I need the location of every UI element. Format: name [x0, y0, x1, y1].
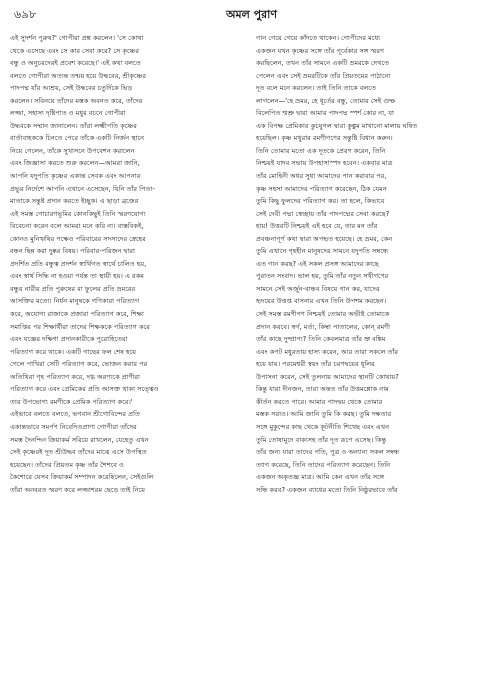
text-line: পেলেন এবং সেই ভ্রমরটিকে তাঁর প্রিয়তমের পাঠানো	[256, 71, 391, 80]
text-line: হয়ে যায়। পরমেশ্বরী স্বয়ং তাঁর চরণদ্বয়ের ধূলির	[256, 360, 375, 369]
text-line: বন্ধুর নারীর প্রতি পুরুষের বা ফুলের প্রতি ভ্রমরের	[10, 284, 136, 293]
text-line: সেই কৃষ্ণেরই দূত শ্রীউদ্ধব তাঁদের মাঝে এসে উপস্থিত	[10, 448, 147, 457]
text-line: প্রদর্শিত প্রতি বন্ধুত্ব প্রদর্শন স্বার্থিগত স্বার্থে চালিত হয়,	[10, 259, 147, 268]
text-line: উদ্ধবকে সম্মান জানালেন। তাঁরা লক্ষ্মীপতি কৃষ্ণের	[10, 121, 137, 130]
text-line: তুমি কিছু ফুলদের পরিত্যাগ কর। তা হলে, কিভাবে	[256, 197, 385, 206]
text-line: পুরাতন সংবাদ। ভাল হয়, তুমি তাঁর নতুন সখীগণের	[256, 272, 389, 281]
text-line: এবং যজ্ঞের দক্ষিণা প্রদানকারীকে পুরোহিতেরা	[10, 335, 128, 344]
text-line: একান্তভাবে সমর্পণ নিবেদিতপ্রাণা গোপীরা তাঁদের	[10, 422, 137, 431]
text-line: পরিত্যাগ করে থাকে। একটি গাছের ফল শেষ হয়ে	[10, 347, 137, 356]
text-line: বার্তাবাহককে চিনতে পেরে তাঁকে একটি নির্জন স্থানে	[10, 134, 145, 143]
text-line: বন্ধন ছিন্ন করা দুষ্কর বিষয়। পরিবার-পরিজন দ্বারা	[10, 247, 135, 256]
text-line: তাঁরা অনবরত স্মরণ করে লজ্জাশরম ছেড়ে তাই নিয়ে	[10, 485, 146, 494]
text-line: তাঁর জন্য যারা তাদের পতি, পুত্র ও অন্যান্য সকল সম্বন্ধ	[256, 448, 400, 457]
left-column	[10, 32, 246, 682]
text-line: তার উপভোগ্য রমণীকে প্রেমিক পরিত্যাগ করে।'	[10, 397, 133, 406]
text-line: কৃষ্ণ সহসা আমাদের পরিত্যাগ করেছেন, ঠিক যেমন	[256, 184, 387, 193]
text-line: বিবেচনা করেন বলে আমরা মনে করি না। বাস্তবিকই,	[10, 222, 144, 231]
text-line: থেকে এসেছে এবং সে কার সেবা করে? সে কৃষ্ণের	[10, 46, 140, 55]
text-line: করে, অযোগ্য রাজাকে প্রজারা পরিত্যাগ করে, শিক্ষা	[10, 310, 144, 319]
text-line: বলতে গোপীরা অত্যন্ত তন্ময় হয়ে উদ্ধবের, শ্রীকৃষ্ণের	[10, 71, 146, 80]
text-line: তুমি এখানে গৃহহীন মানুষদের সামনে যদুপতি সম্বন্ধে	[256, 247, 389, 256]
text-line: দূত বলে মনে করলেন। তাই তিনি তাকে বলতে	[256, 84, 376, 93]
text-line: করছিলেন, তখন তাঁর সামনে একটি ভ্রমরকে দেখতে	[256, 59, 390, 68]
right-column	[256, 32, 492, 682]
text-line: হৃদয়ের উত্তপ্ত বাসনার এখন তিনি উপশম করছেন।	[256, 297, 387, 306]
text-line: অতিথিরা গৃহ পরিত্যাগ করে, দগ্ধ অরণ্যকে প্রাণীরা	[10, 372, 140, 381]
text-line: সেই সমস্ত রমণীগণ নিশ্চয়ই তোমার অভীষ্ট তোমাকে	[256, 310, 390, 319]
text-line: নিশ্চয়ই যাদব সভায় উপহাসাস্পদ হবেন। একবার মাত্র	[256, 159, 393, 168]
text-line: এবং জিজ্ঞাসা করতে শুরু করলেন—আমরা জানি,	[10, 159, 140, 168]
text-line: উপাসনা করেন, সেই তুলনায় আমাদের স্থানটি কোথায়?	[256, 372, 399, 381]
text-line: সমস্ত দৈনন্দিন ক্রিয়াকর্ম সরিয়ে রাখলেন, যেহেতু এখন	[10, 435, 149, 444]
text-line: সন্ধি করব? একজন ব্যাধের মতো তিনি নিষ্ঠুরভাবে তাঁর	[256, 485, 398, 494]
text-line: এত গান করছ? এই সকল প্রসঙ্গ আমাদের কাছে	[256, 259, 379, 268]
text-line: গান গেয়ে গেয়ে কাঁদতে থাকেন। গোপীদের মধ্যে	[256, 34, 381, 42]
text-line: সমাপ্তির পর শিক্ষার্থীরা তাদের শিক্ষককে পরিত্যাগ করে	[10, 322, 150, 331]
text-line: হয়েছেন। তাঁদের প্রিয়তম কৃষ্ণ তাঁর শৈশবে ও	[10, 460, 124, 469]
text-line: হয়েছিল। কৃষ্ণ মথুরার রমণীগণের সন্তুষ্টি বিধান করুন।	[256, 134, 393, 143]
text-line: সামনে সেই অর্জুন-বান্ধব বিষয়ে গান কর, যাদের	[256, 284, 380, 293]
text-line: এই সমস্ত গোচারণভূমির কোনকিছুই তিনি স্মরণযোগ্য	[10, 209, 146, 218]
text-line: তাঁর মোহিনী অধর সুধা আমাদের পান করাবার পর,	[256, 172, 387, 181]
text-line: কিন্তু যারা দীনজন, তারা অন্তত তাঁর উত্তমশ্লোক নাম	[256, 385, 389, 394]
text-line: ত্যাগ করেছে, তিনি তাদের পরিত্যাগ করেছেন। তিনি	[256, 460, 391, 469]
text-line: লজ্জা, সহাস্য দৃষ্টিপাত ও মধুর বচনে গোপীরা	[10, 109, 126, 118]
text-line: কোনও মুনিঋষির পক্ষেও পরিবারের সদস্যদের স্নেহের	[10, 234, 146, 243]
text-line: হায়! উত্তরটি নিশ্চয়ই এই হবে যে, তার মন তাঁর	[256, 222, 378, 231]
text-line: আপনি যদুপতি কৃষ্ণের একান্ত সেবক এবং আপনার	[10, 172, 141, 181]
text-line: এক বিপক্ষ প্রেমিকার কুচযুগল দ্বারা কুঙ্কুম মাখানো মালায় ঘষিত	[256, 121, 418, 130]
text-line: বন্ধু ও অনুচরদেরই প্রবেশ করেছে।' এই কথা বলতে	[10, 59, 141, 68]
text-line: প্রবঞ্চনাপূর্ণ কথা দ্বারা অপহৃত হয়েছে। হে ভ্রমর, কেন	[256, 234, 393, 243]
text-line: এই সুদর্শন পুরুষ?' গোপীরা প্রশ্ন করলেন। 'সে কোথা	[10, 34, 144, 42]
text-line: এবং স্বার্থ সিদ্ধি না হওয়া পর্যন্ত তা স্থায়ী হয়। এ রকম	[10, 272, 144, 281]
text-line: আসক্তির মতো। নির্ধন মানুষকে গণিকারা পরিত্যাগ	[10, 297, 140, 306]
text-columns	[10, 32, 493, 682]
page-header	[10, 6, 493, 24]
page-number: ৬৯৮	[14, 8, 37, 21]
text-line: সঙ্গে মুকুন্দের কাছ থেকে কূটনীতি শিখেছ এবং এখন	[256, 422, 390, 431]
text-line: এবং কপট মধুরতায় হাস্য করেন, আর তারা সকলে তাঁর	[256, 347, 399, 356]
text-line: করলেন। সবিনয়ে তাঁদের মস্তক অবনত করে, তাঁদের	[10, 96, 143, 105]
text-line: মস্তক সরাও। আমি জানি তুমি কি করছ। তুমি দক্ষতার	[256, 410, 392, 419]
text-line: বিলেপিত শ্মশ্রু দ্বারা আমার পাদপদ্ম স্পর্শ কোর না, যা	[256, 109, 394, 118]
text-line: তাঁর কাছে দুষ্প্রাপ্য? তিনি কেবলমাত্র তাঁর ভ্রু বঙ্কিম	[256, 335, 386, 344]
text-line: গেলে পাখিরা সেটি পরিত্যাগ করে, ভোজন করার পর	[10, 360, 148, 369]
text-line: একজন অকৃতজ্ঞ মাত্র। আমি কেন এখন তাঁর সঙ্গে	[256, 473, 385, 482]
text-line: নিয়ে গেলেন, তাঁকে সুখাসনে উপবেশন করালেন	[10, 146, 135, 155]
text-line: লাগলেন—'হে ভ্রমর, হে ধূর্তের বন্ধু, তোমার সেই গুম্ফ	[256, 96, 396, 105]
text-line: এইভাবে বলতে বলতে, ভগবান শ্রীগোবিন্দের প্রতি	[10, 410, 140, 419]
text-line: তিনি তোমার মতো এক দূতকে প্রেরণ করেন, তিনি	[256, 146, 386, 155]
text-line: সেই দেবী পদ্মা স্বেচ্ছায় তাঁর পাদপদ্মের সেবা করছে?	[256, 209, 390, 218]
text-line: পাদপদ্ম যাঁর আশ্রয়, সেই উদ্ধবের চতুর্দিকে ভিড়	[10, 84, 133, 93]
text-line: কীর্তন করতে পারে। আমার পাদদ্বয় থেকে তোমার	[256, 397, 383, 406]
running-title: অমল পুরাণ	[225, 8, 278, 21]
text-line: তুমি তোষামুদে বাক্যসহ তাঁর দূত রূপে এসেছ। কিন্তু	[256, 435, 387, 444]
text-line: কৈশোরে যেসব ক্রিয়াকর্ম সম্পাদন করেছিলেন, সেইগুলি	[10, 473, 154, 482]
text-line: পরিত্যাগ করে এবং প্রেমিকের প্রতি আসক্ত থাকা সত্ত্বেও	[10, 385, 159, 394]
text-line: একজন যখন কৃষ্ণের সঙ্গে তাঁর পূর্বেকার সঙ্গ স্মরণ	[256, 46, 384, 55]
text-line: প্রদান করবে। স্বর্গ, মর্ত্য, কিম্বা পাতালের, কোন্‌ রমণী	[256, 322, 390, 331]
text-line: প্রভুর নির্দেশে আপনি এখানে এসেছেন, যিনি তাঁর পিতা-	[10, 184, 155, 193]
text-line: মাতাকে সন্তুষ্ট প্রদান করতে ইচ্ছুক। এ ছাড়া ব্রজের	[10, 197, 139, 206]
